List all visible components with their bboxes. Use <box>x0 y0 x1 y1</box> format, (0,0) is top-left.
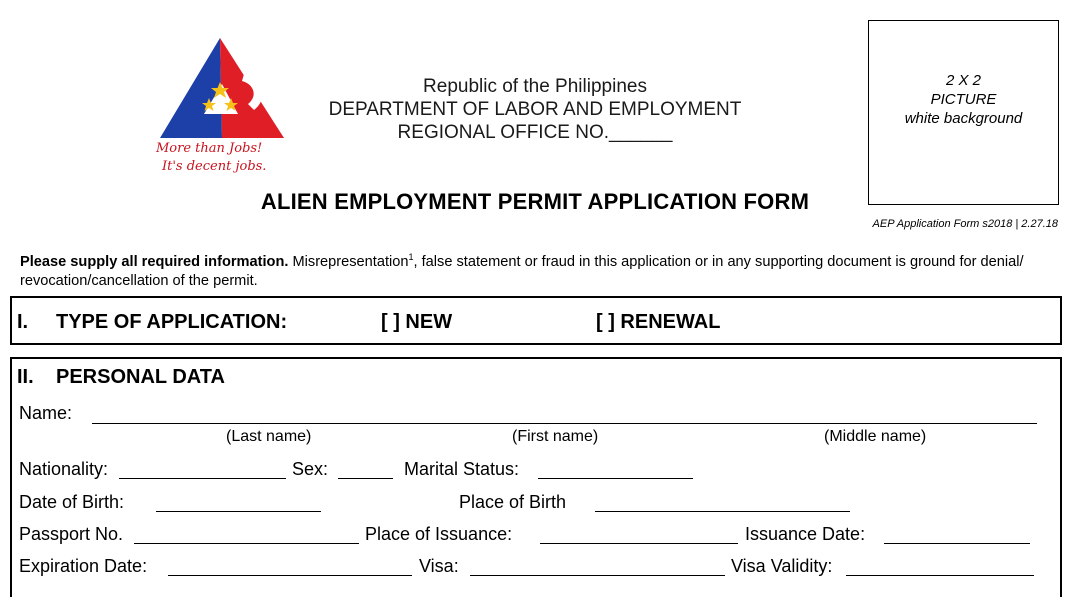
passport-label: Passport No. <box>19 524 124 544</box>
header-department: DEPARTMENT OF LABOR AND EMPLOYMENT <box>328 99 742 120</box>
section1-title: TYPE OF APPLICATION: <box>56 311 288 333</box>
form-title: ALIEN EMPLOYMENT PERMIT APPLICATION FORM <box>260 189 810 214</box>
notice-part1: Misrepresentation <box>288 253 409 270</box>
section2-title: PERSONAL DATA <box>56 366 225 388</box>
section2-number: II. <box>17 366 34 388</box>
header-republic: Republic of the Philippines <box>423 76 647 97</box>
pob-label: Place of Birth <box>459 492 567 512</box>
issuance-date-label: Issuance Date: <box>745 524 866 544</box>
dob-field[interactable] <box>156 511 321 512</box>
dole-logo <box>152 34 292 184</box>
place-issuance-label: Place of Issuance: <box>365 524 513 544</box>
section-type-of-application <box>10 296 1062 345</box>
notice-bold: Please supply all required information. <box>20 253 289 270</box>
name-label: Name: <box>19 403 73 423</box>
visa-validity-label: Visa Validity: <box>731 556 833 576</box>
notice-part2: , false statement or fraud in this application or in any supporting document is ground for denial/ revocation/cancellation of the permit. <box>20 253 1024 289</box>
dole-triangle-icon <box>152 34 292 144</box>
marital-status-label: Marital Status: <box>404 459 520 479</box>
section-personal-data <box>10 357 1062 597</box>
visa-field[interactable] <box>470 575 725 576</box>
option-new-checkbox[interactable]: [ ] NEW <box>381 311 453 333</box>
pob-field[interactable] <box>595 511 850 512</box>
logo-tagline-2: It's decent jobs. <box>162 159 267 174</box>
middle-name-hint: (Middle name) <box>824 428 927 445</box>
form-code: AEP Application Form s2018 | 2.27.18 <box>872 218 1058 230</box>
photo-background: white background <box>904 110 1023 127</box>
sex-label: Sex: <box>292 459 329 479</box>
nationality-label: Nationality: <box>19 459 109 479</box>
dob-label: Date of Birth: <box>19 492 125 512</box>
passport-field[interactable] <box>134 543 359 544</box>
nationality-field[interactable] <box>119 478 286 479</box>
logo-tagline-1: More than Jobs! <box>156 141 263 156</box>
photo-box[interactable] <box>868 20 1059 205</box>
header-regional-office: REGIONAL OFFICE NO.______ <box>397 122 673 143</box>
visa-label: Visa: <box>419 556 459 576</box>
expiration-field[interactable] <box>168 575 412 576</box>
notice-footnote: 1 <box>408 252 414 262</box>
marital-status-field[interactable] <box>538 478 693 479</box>
name-field[interactable] <box>92 423 1037 424</box>
notice-text <box>20 248 1060 291</box>
first-name-hint: (First name) <box>512 428 599 445</box>
photo-size: 2 X 2 <box>945 72 982 89</box>
option-renewal-checkbox[interactable]: [ ] RENEWAL <box>596 311 721 333</box>
section1-number: I. <box>17 311 29 333</box>
sex-field[interactable] <box>338 478 393 479</box>
issuance-date-field[interactable] <box>884 543 1030 544</box>
expiration-label: Expiration Date: <box>19 556 148 576</box>
place-issuance-field[interactable] <box>540 543 738 544</box>
visa-validity-field[interactable] <box>846 575 1034 576</box>
photo-label: PICTURE <box>930 91 997 108</box>
last-name-hint: (Last name) <box>226 428 312 445</box>
